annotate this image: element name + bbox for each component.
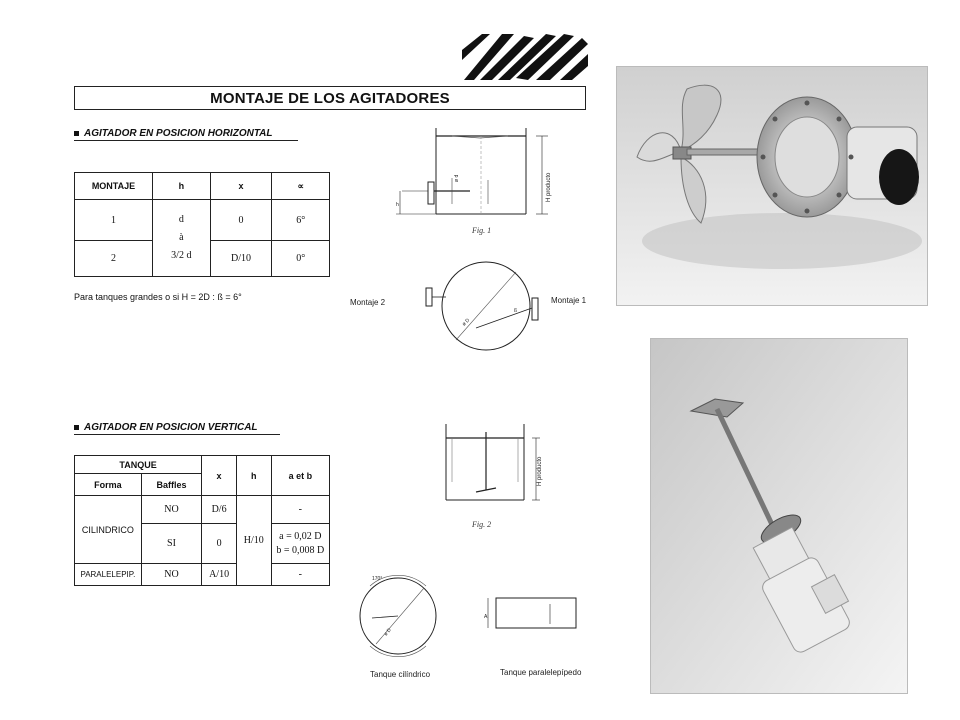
fig2-caption: Fig. 2 [472,520,492,529]
fig2-side-view-diagram [440,420,550,506]
title-box [74,86,586,110]
fig1-top-view-diagram [420,258,560,354]
svg-text:ø D: ø D [461,317,472,328]
fig1-caption: Fig. 1 [472,226,492,235]
cell-alpha-1: 6° [272,200,330,241]
cell-ab-2: a = 0,02 D b = 0,008 D [271,524,329,564]
horizontal-note: Para tanques grandes o si H = 2D : ß = 6° [74,292,242,302]
cylindrical-tank-diagram [350,566,446,666]
bullet-square-icon [74,131,79,136]
svg-text:ø d: ø d [454,174,460,182]
vertical-table [74,455,330,586]
cell-ab-1: - [271,496,329,524]
fig2-h-label: H producto [537,456,543,486]
cell-baffles-1: NO [141,496,201,524]
page-title: MONTAJE DE LOS AGITADORES [210,89,450,107]
cell-montaje-2: 2 [75,241,153,277]
col-x: x [202,456,237,496]
cell-paralelepip: PARALELEPIP. [75,564,142,586]
tanque-header: TANQUE [75,456,202,474]
cell-h-shared: d à 3/2 d [152,200,210,277]
cell-montaje-1: 1 [75,200,153,241]
angle-label: 170° [372,576,383,582]
col-h: h [152,173,210,200]
bullet-square-icon [74,425,79,430]
cell-x-1: D/6 [202,496,237,524]
horizontal-heading: AGITADOR EN POSICION HORIZONTAL [74,128,298,141]
tank-parallelepiped-label: Tanque paralelepípedo [500,668,582,677]
col-ab: a et b [271,456,329,496]
fig1-side-view-diagram [392,124,572,238]
svg-text:ø D: ø D [382,627,393,638]
horizontal-agitator-photo [616,66,928,306]
tank-cylindrical-label: Tanque cilíndrico [370,670,431,679]
svg-text:h: h [396,202,399,208]
brush-stroke-logo [462,32,588,82]
cell-alpha-2: 0° [272,241,330,277]
forma-header: Forma [75,474,142,496]
cell-h-shared: H/10 [236,496,271,586]
cell-baffles-3: NO [141,564,201,586]
vertical-agitator-photo [650,338,908,694]
montaje-1-label: Montaje 1 [551,296,587,305]
cell-x-2: D/10 [210,241,272,277]
cell-x-2: 0 [202,524,237,564]
cell-cilindrico: CILINDRICO [75,496,142,564]
cell-x-3: A/10 [202,564,237,586]
montaje-2-label: Montaje 2 [350,298,386,307]
cell-x-1: 0 [210,200,272,241]
cell-ab-3: - [271,564,329,586]
col-montaje: MONTAJE [75,173,153,200]
svg-text:ß: ß [514,308,518,314]
vertical-heading: AGITADOR EN POSICION VERTICAL [74,422,280,435]
baffles-header: Baffles [141,474,201,496]
fig1-h-label: H producto [546,172,552,202]
cell-baffles-2: SI [141,524,201,564]
col-h: h [236,456,271,496]
parallelepiped-tank-diagram [480,594,582,634]
col-alpha: ∝ [272,173,330,200]
horizontal-table [74,172,330,277]
svg-text:A: A [484,614,488,620]
col-x: x [210,173,272,200]
